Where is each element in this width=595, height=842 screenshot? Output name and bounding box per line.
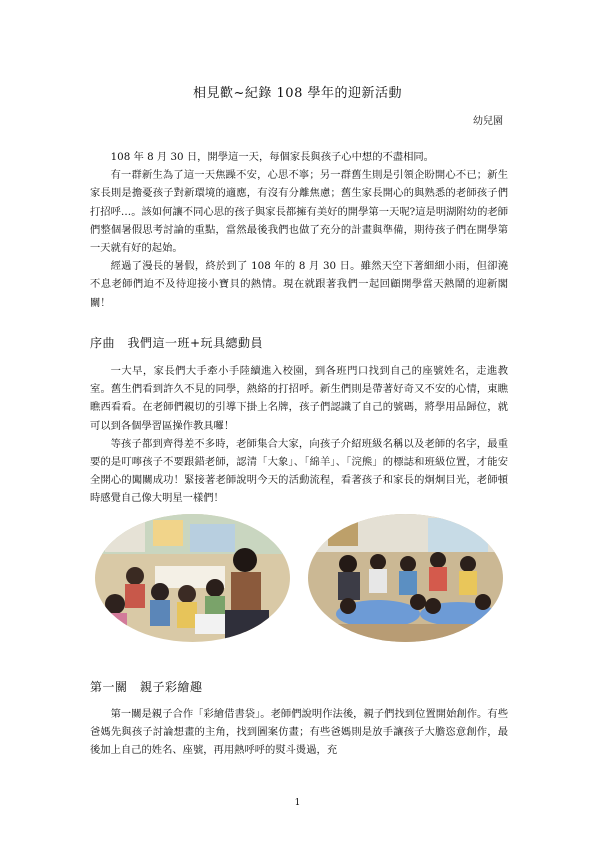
intro-paragraph-2: 有一群新生為了這一天焦躁不安，心思不寧；另一群舊生則是引領企盼開心不已；新生家長則是擔憂孩子對新環境的適應，有沒有分離焦慮；舊生家長開心的與熟悉的老師孩子們打招呼…。該如何讓不同心思的孩子與家長都擁有美好的開學第一天呢?這是明湖附幼的老師們整個暑假思考討論的重點，當然最後我們也做了充分的計畫與準備，期待孩子們在開學第一天就有好的起始。 (90, 169, 508, 255)
classroom-photo-right (308, 514, 503, 642)
author-line: 幼兒園 (473, 116, 503, 127)
prelude-paragraph-2: 等孩子都到齊得差不多時，老師集合大家，向孩子介紹班級名稱以及老師的名字，最重要的是叮嚀孩子不要跟錯老師，認清「大象」、「綿羊」、「浣熊」的標誌和班級位置，才能安全開心的闖關成功！緊接著老師說明今天的活動流程，看著孩子和家長的炯炯目光，老師頓時感覺自己像大明星一樣們！ (90, 437, 508, 505)
section-heading-prelude: 序曲 我們這一班+玩具總動員 (90, 336, 264, 350)
section-prelude-text (90, 362, 508, 508)
intro-text (90, 148, 508, 312)
classroom-photo-left (95, 514, 290, 642)
intro-paragraph-3: 經過了漫長的暑假，終於到了 108 年的 8 月 30 日。雖然天空下著細細小雨，但卻澆不息老師們迫不及待迎接小寶貝的熱情。現在就跟著我們一起回顧開學當天熱鬧的迎新閣關！ (90, 260, 508, 309)
page-number: 1 (294, 798, 301, 808)
level-one-paragraph-1: 第一關是親子合作「彩繪借書袋」。老師們說明作法後，親子們找到位置開始創作。有些爸媽先與孩子討論想畫的主角，找到圖案仿畫；有些爸媽則是放手讓孩子大膽恣意創作，最後加上自己的姓名、座號，再用熱呼呼的熨斗燙過，充 (90, 708, 508, 757)
section-level-one-text (90, 705, 508, 760)
section-heading-level-one: 第一關 親子彩繪趣 (90, 680, 203, 694)
document-title: 相見歡~紀錄 108 學年的迎新活動 (193, 86, 402, 101)
photo-row (95, 514, 505, 644)
intro-paragraph-1: 108 年 8 月 30 日，開學這一天，每個家長與孩子心中想的不盡相同。 (110, 151, 434, 163)
prelude-paragraph-1: 一大早，家長們大手牽小手陸續進入校園，到各班門口找到自己的座號姓名，走進教室。舊生們看到許久不見的同學，熱絡的打招呼。新生們則是帶著好奇又不安的心情，東瞧瞧西看看。在老師們親切的引導下掛上名牌，孩子們認識了自己的號碼，將學用品歸位，就可以到各個學習區操作教具囉！ (90, 365, 508, 432)
